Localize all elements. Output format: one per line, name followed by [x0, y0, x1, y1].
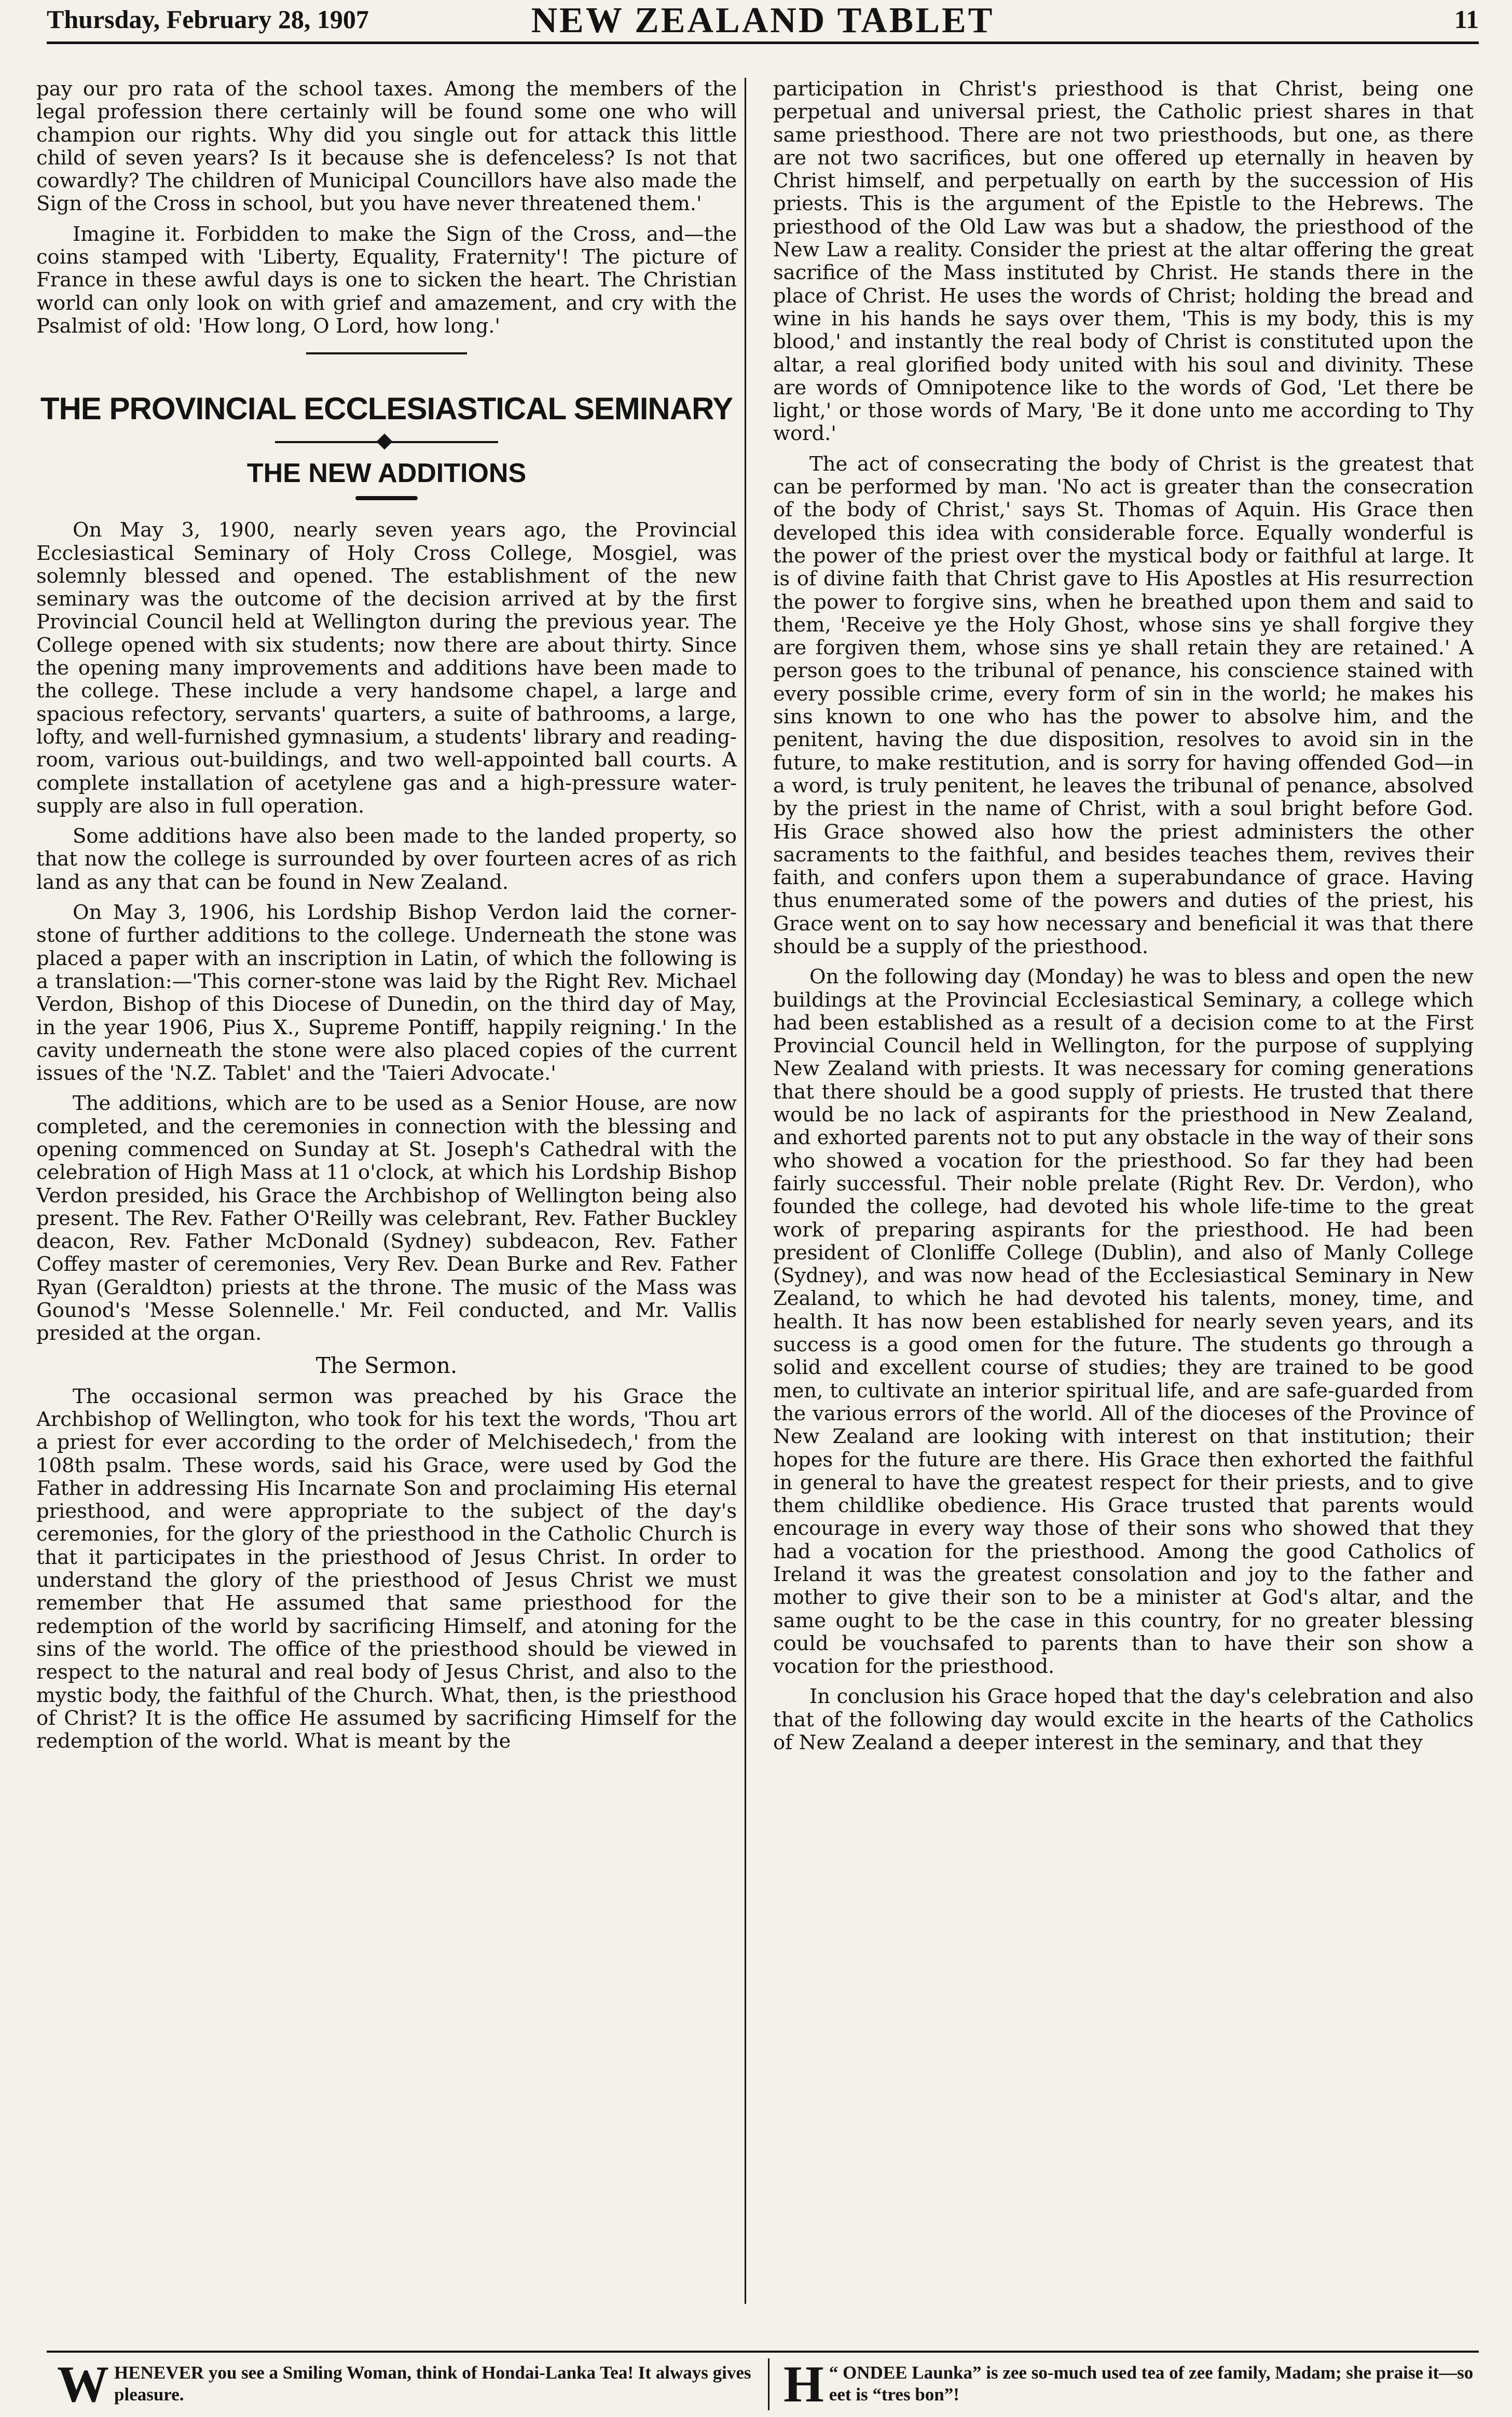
ad-text: ONDEE Launka” is zee so-much used tea of zee family, Madam; she praise it—so eet is “tres bon”!: [829, 2363, 1474, 2405]
article-subtitle: THE NEW ADDITIONS: [246, 458, 527, 489]
right-column: [773, 78, 1474, 1762]
article-paragraph: On May 3, 1900, nearly seven years ago, the Provincial Ecclesiastical Seminary of Holy Cross College, Mosgiel, was solemnly blessed and opened. The establishment of the new seminary was the outcome of the decision arrived at by the first Provincial Council held at Wellington during the previous year. The College opened with six students; now there are about thirty. Since the opening many improvements and additions have been made to the college. These include a very handsome chapel, a large and spacious refectory, servants' quarters, a suite of bathrooms, a large, lofty, and well-furnished gymnasium, a students' library and reading-room, various out-buildings, and two well-appointed ball courts. A complete installation of acetylene gas and a high-pressure water-supply are also in full operation.: [36, 518, 737, 818]
advertisement-right: [784, 2355, 1479, 2413]
ad-text: HENEVER you see a Smiling Woman, think of Hondai-Lanka Tea! It always gives pleasure.: [114, 2363, 751, 2405]
subtitle-ornament: [355, 496, 418, 500]
article-paragraph: The act of consecrating the body of Christ is the greatest that can be performed by man. 'No act is greater than the consecration of the body of Christ,' says St. Thomas of Aquin. His Grace then developed this idea with considerable force. Equally wonderful is the power of the priest over the mystical body or faithful at large. It is of divine faith that Christ gave to His Apostles at His resurrection the power to forgive sins, when he breathed upon them and said to them, 'Receive ye the Holy Ghost, whose sins ye shall forgive they are forgiven them, whose sins ye shall retain they are retained.' A person goes to the tribunal of penance, his conscience stained with every possible crime, every form of sin in the world; he makes his sins known to one who has the power to absolve him, and the penitent, having the due disposition, resolves to avoid sin in the future, to make restitution, and is sorry for having offended God—in a word, is truly penitent, he leaves the tribunal of penance, absolved by the priest in the name of Christ, with a soul bright before God. His Grace showed also how the priest administers the other sacraments to the faithful, and besides teaches them, revives their faith, and confers upon them a superabundance of grace. Having thus enumerated some of the powers and duties of the priest, his Grace went on to say how necessary and beneficial it was that there should be a supply of the priesthood.: [773, 452, 1474, 958]
article-paragraph: On the following day (Monday) he was to bless and open the new buildings at the Provincial Ecclesiastical Seminary, a college which had been established as a result of a decision come to at the First Provincial Council held in Wellington, for the purpose of supplying New Zealand with priests. It was necessary for coming generations that there should be a good supply of priests. He trusted that there would be no lack of aspirants for the priesthood in New Zealand, and exhorted parents not to put any obstacle in the way of their sons who showed a vocation for the priesthood. So far they had been fairly successful. Their noble prelate (Right Rev. Dr. Verdon), who founded the college, had devoted his whole life-time to the great work of preparing aspirants for the priesthood. He had been president of Clonliffe College (Dublin), and also of Manly College (Sydney), and was now head of the Ecclesiastical Seminary in New Zealand, to which he had devoted his talents, money, time, and health. It has now been established for nearly seven years, and its success is a good omen for the future. The students go through a solid and excellent course of studies; they are trained to be good men, to cultivate an interior spiritual life, and are safe-guarded from the various errors of the world. All of the dioceses of the Province of New Zealand are looking with interest on that institution; their hopes for the future are there. His Grace then exhorted the faithful in general to have the greatest respect for their priests, and to give them childlike obedience. His Grace trusted that parents would encourage in every way those of their sons who showed that they had a vocation for the priesthood. Among the good Catholics of Ireland it was the greatest consolation and joy to the father and mother to give their son to be a minister at God's altar, and the same ought to be the case in this country, for no greater blessing could be vouchsafed to parents than to have their son show a vocation for the priesthood.: [773, 965, 1474, 1679]
page-number: 11: [1454, 5, 1479, 34]
article-divider: [306, 352, 467, 354]
article-paragraph: participation in Christ's priesthood is that Christ, being one perpetual and universal priest, the Catholic priest shares in that same priesthood. There are not two priesthoods, but one, as there are not two sacrifices, but one offered up eternally in heaven by Christ himself, and perpetually on earth by the succession of His priests. This is the argument of the Epistle to the Hebrews. The priesthood of the Old Law was but a shadow, the priesthood of the New Law a reality. Consider the priest at the altar offering the great sacrifice of the Mass instituted by Christ. He stands there in the place of Christ. He uses the words of Christ; holding the bread and wine in his hands he says over them, 'This is my body, this is my blood,' and instantly the real body of Christ is constituted upon the altar, a real glorified body united with his soul and divinity. These are words of Omnipotence like to the words of God, 'Let there be light,' or those words of Mary, 'Be it done unto me according to Thy word.': [773, 77, 1474, 446]
column-divider: [745, 78, 746, 2304]
footer-divider: [47, 2351, 1479, 2353]
article-title: THE PROVINCIAL ECCLESIASTICAL SEMINARY: [40, 391, 733, 427]
title-ornament: [36, 432, 737, 452]
continuation-paragraph: Imagine it. Forbidden to make the Sign of the Cross, and—the coins stamped with 'Liberty, Equality, Fraternity'! The picture of France in these awful days is one to sicken the heart. The Christian world can only look on with grief and amazement, and cry with the Psalmist of old: 'How long, O Lord, how long.': [36, 222, 737, 338]
ad-drop-cap: W: [57, 2355, 109, 2413]
article-paragraph: In conclusion his Grace hoped that the day's celebration and also that of the following day would excite in the hearts of the Catholics of New Zealand a deeper interest in the seminary, and that they: [773, 1685, 1474, 1755]
footer-column-divider: [768, 2358, 769, 2410]
issue-date: Thursday, February 28, 1907: [47, 5, 369, 34]
left-column: [36, 78, 737, 1760]
ad-open-quote: “: [829, 2363, 839, 2383]
masthead-title: NEW ZEALAND TABLET: [531, 1, 995, 40]
article-paragraph: Some additions have also been made to the landed property, so that now the college is surrounded by over fourteen acres of as rich land as any that can be found in New Zealand.: [36, 825, 737, 894]
article-paragraph: The additions, which are to be used as a Senior House, are now completed, and the ceremonies in connection with the blessing and opening commenced on Sunday at St. Joseph's Cathedral with the celebration of High Mass at 11 o'clock, at which his Lordship Bishop Verdon presided, his Grace the Archbishop of Wellington being also present. The Rev. Father O'Reilly was celebrant, Rev. Father Buckley deacon, Rev. Father McDonald (Sydney) subdeacon, Rev. Father Coffey master of ceremonies, Very Rev. Dean Burke and Rev. Father Ryan (Geraldton) priests at the throne. The music of the Mass was Gounod's 'Messe Solennelle.' Mr. Feil conducted, and Mr. Vallis presided at the organ.: [36, 1092, 737, 1345]
sermon-heading: The Sermon.: [315, 1352, 458, 1378]
advertisement-left: [57, 2355, 752, 2413]
page-header: [47, 0, 1479, 44]
article-paragraph: The occasional sermon was preached by his Grace the Archbishop of Wellington, who took for his text the words, 'Thou art a priest for ever according to the order of Melchisedech,' from the 108th psalm. These words, said his Grace, were used by God the Father in addressing His Incarnate Son and proclaiming His eternal priesthood, and were appropriate to the subject of the day's ceremonies, for the glory of the priesthood in the Catholic Church is that it participates in the priesthood of Jesus Christ. In order to understand the glory of the priesthood of Jesus Christ we must remember that He assumed that same priesthood for the redemption of the world by sacrificing Himself, and atoning for the sins of the world. The office of the priesthood should be viewed in respect to the natural and real body of Jesus Christ, and also to the mystic body, the faithful of the Church. What, then, is the priesthood of Christ? It is the office He assumed by sacrificing Himself for the redemption of the world. What is meant by the: [36, 1384, 737, 1753]
article-paragraph: On May 3, 1906, his Lordship Bishop Verdon laid the corner-stone of further additions to the college. Underneath the stone was placed a paper with an inscription in Latin, of which the following is a translation:—'This corner-stone was laid by the Right Rev. Michael Verdon, Bishop of this Diocese of Dunedin, on the third day of May, in the year 1906, Pius X., Supreme Pontiff, happily reigning.' In the cavity underneath the stone were also placed copies of the current issues of the 'N.Z. Tablet' and the 'Taieri Advocate.': [36, 901, 737, 1086]
ad-drop-cap: H: [784, 2355, 824, 2413]
continuation-paragraph: pay our pro rata of the school taxes. Among the members of the legal profession there certainly will be found some one who will champion our rights. Why did you single out for attack this little child of seven years? Is it because she is defenceless? Is not that cowardly? The children of Municipal Councillors have also made the Sign of the Cross in school, but you have never threatened them.': [36, 77, 737, 216]
